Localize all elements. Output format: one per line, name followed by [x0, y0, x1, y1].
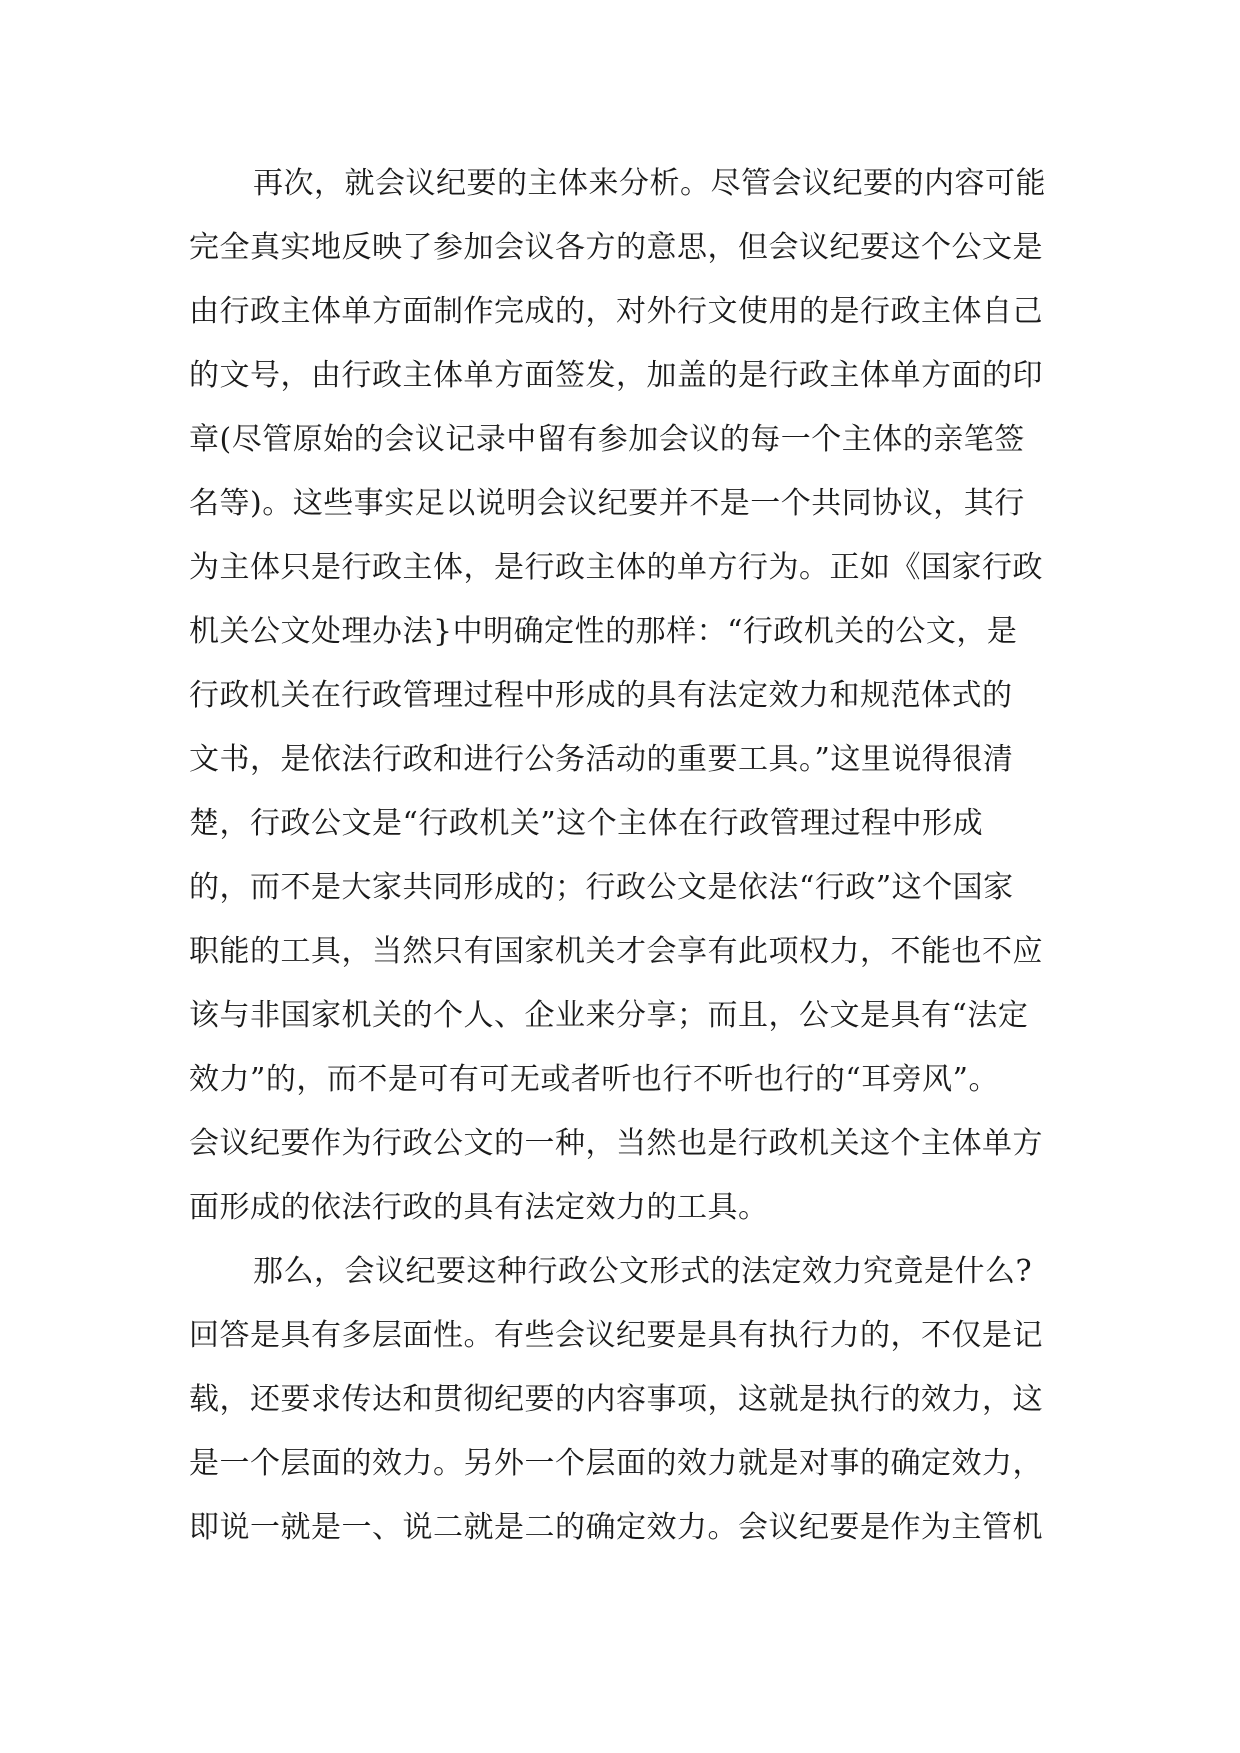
text-line: 完全真实地反映了参加会议各方的意思，但会议纪要这个公文是	[189, 230, 1043, 265]
text-line: 效力”的，而不是可有可无或者听也行不听也行的“耳旁风”。	[189, 1062, 1000, 1097]
text-line: 载，还要求传达和贯彻纪要的内容事项，这就是执行的效力，这	[189, 1382, 1043, 1417]
text-line: 名等)。这些事实足以说明会议纪要并不是一个共同协议，其行	[189, 486, 1025, 521]
text-line: 由行政主体单方面制作完成的，对外行文使用的是行政主体自己	[189, 294, 1043, 329]
text-line: 再次，就会议纪要的主体来分析。尽管会议纪要的内容可能	[253, 166, 1046, 201]
text-line: 文书，是依法行政和进行公务活动的重要工具。”这里说得很清	[189, 742, 1014, 777]
text-line: 行政机关在行政管理过程中形成的具有法定效力和规范体式的	[189, 678, 1013, 713]
document-body	[189, 152, 1054, 1560]
text-line: 楚，行政公文是“行政机关”这个主体在行政管理过程中形成	[189, 806, 984, 841]
text-line: 为主体只是行政主体，是行政主体的单方行为。正如《国家行政	[189, 550, 1043, 585]
text-line: 回答是具有多层面性。有些会议纪要是具有执行力的，不仅是记	[189, 1318, 1043, 1353]
text-line: 即说一就是一、说二就是二的确定效力。会议纪要是作为主管机	[189, 1510, 1043, 1545]
paragraph-2	[189, 1240, 1054, 1560]
text-line: 机关公文处理办法}中明确定性的那样：“行政机关的公文，是	[189, 614, 1018, 649]
text-line: 会议纪要作为行政公文的一种，当然也是行政机关这个主体单方	[189, 1126, 1043, 1161]
text-line: 是一个层面的效力。另外一个层面的效力就是对事的确定效力，	[189, 1446, 1043, 1481]
text-line: 职能的工具，当然只有国家机关才会享有此项权力，不能也不应	[189, 934, 1043, 969]
text-line: 章(尽管原始的会议记录中留有参加会议的每一个主体的亲笔签	[189, 422, 1025, 457]
paragraph-1	[189, 152, 1054, 1240]
text-line: 那么，会议纪要这种行政公文形式的法定效力究竟是什么?	[253, 1254, 1033, 1289]
text-line: 该与非国家机关的个人、企业来分享；而且，公文是具有“法定	[189, 998, 1029, 1033]
text-line: 的文号，由行政主体单方面签发，加盖的是行政主体单方面的印	[189, 358, 1043, 393]
text-line: 的，而不是大家共同形成的；行政公文是依法“行政”这个国家	[189, 870, 1014, 905]
text-line: 面形成的依法行政的具有法定效力的工具。	[189, 1190, 769, 1225]
